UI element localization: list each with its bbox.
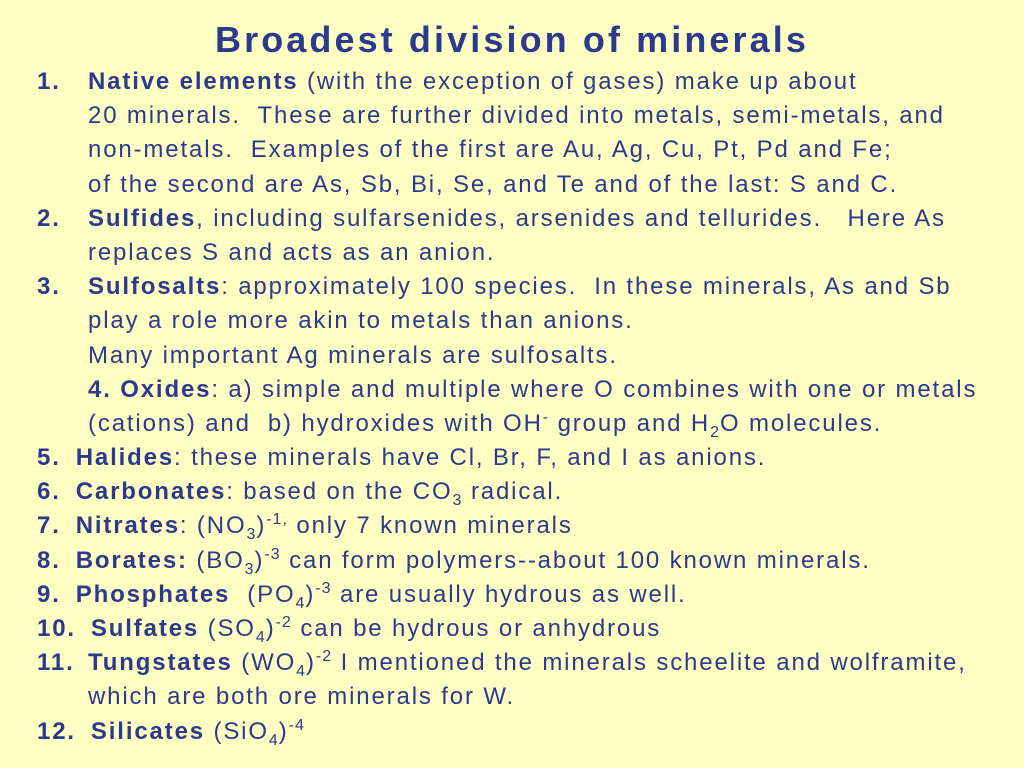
list-item-1	[0, 65, 1024, 99]
item-text: play a role more akin to metals than anions.	[88, 307, 634, 335]
item-number: 12.	[37, 717, 76, 745]
item-text: Many important Ag minerals are sulfosalts.	[88, 341, 618, 369]
item-text: (with the exception of gases) make up about	[298, 68, 858, 95]
item-number: 3.	[37, 273, 61, 301]
list-item-1-line-4	[0, 168, 1024, 202]
subscript: 2	[710, 423, 720, 441]
formula-close: )	[254, 546, 265, 574]
item-text: group and H	[549, 409, 711, 437]
list-item-4-line-2	[0, 407, 1024, 441]
superscript: -3	[264, 545, 281, 563]
list-item-6	[0, 475, 1024, 509]
list-item-12	[0, 715, 1024, 749]
item-text: (BO	[187, 546, 245, 574]
list-item-5	[0, 441, 1024, 475]
item-name: Sulfosalts	[88, 273, 222, 301]
mineral-division-list	[0, 65, 1024, 749]
item-text: can be hydrous or anhydrous	[291, 615, 662, 642]
superscript: -2	[275, 614, 292, 631]
item-text: (cations) and b) hydroxides with OH	[88, 409, 543, 437]
item-text: (SO	[199, 615, 256, 642]
item-number: 11.	[37, 649, 75, 677]
subscript: 3	[246, 526, 257, 544]
list-item-2-line-2	[0, 236, 1024, 270]
formula-close: )	[305, 580, 316, 608]
list-item-8	[0, 544, 1024, 578]
item-text: non-metals. Examples of the first are Au, Ag, Cu, Pt, Pd and Fe;	[88, 136, 893, 164]
item-name: Silicates	[90, 717, 205, 745]
subscript: 4	[268, 731, 279, 749]
item-name: Borates:	[75, 546, 188, 574]
item-text: of the second are As, Sb, Bi, Se, and Te and of the last: S and C.	[88, 170, 899, 198]
item-number: 1.	[37, 68, 61, 95]
list-item-3	[0, 270, 1024, 304]
formula-close: )	[265, 615, 276, 642]
item-number: 5.	[37, 444, 61, 472]
item-name: Carbonates	[75, 478, 227, 506]
item-text: replaces S and acts as an anion.	[88, 238, 496, 266]
list-item-11	[0, 646, 1024, 680]
list-item-3-line-3	[0, 339, 1024, 373]
list-item-4	[0, 373, 1024, 407]
list-item-1-line-3	[0, 133, 1024, 167]
item-number: 10.	[37, 615, 76, 642]
item-name: Oxides	[120, 375, 212, 403]
item-text: (WO	[232, 649, 297, 677]
slide-title: Broadest division of minerals	[214, 19, 810, 60]
superscript: -	[542, 408, 550, 426]
formula-close: )	[278, 717, 289, 745]
item-text: which are both ore minerals for W.	[88, 683, 516, 711]
superscript: -4	[288, 716, 305, 734]
subscript: 4	[295, 594, 306, 612]
item-text: , including sulfarsenides, arsenides and tellurides. Here As	[196, 204, 946, 232]
item-text: : based on the CO	[226, 478, 453, 506]
item-number: 6.	[37, 478, 61, 506]
item-text: can form polymers--about 100 known minerals.	[280, 546, 871, 574]
superscript: -2	[315, 648, 333, 666]
item-number: 4.	[88, 375, 112, 403]
subscript: 3	[244, 560, 255, 578]
subscript: 4	[255, 629, 266, 646]
formula-close: )	[306, 649, 316, 677]
item-number: 7.	[37, 512, 61, 540]
item-name: Tungstates	[88, 649, 233, 677]
superscript: -1,	[266, 511, 288, 529]
item-name: Sulfides	[88, 204, 197, 232]
item-text: : these minerals have Cl, Br, F, and I as anions.	[174, 444, 767, 472]
item-text: (PO	[230, 580, 296, 608]
item-text: : a) simple and multiple where O combines with one or metals	[211, 375, 978, 403]
list-item-2	[0, 202, 1024, 236]
item-text: 20 minerals. These are further divided into metals, semi-metals, and	[88, 102, 945, 130]
superscript: -3	[315, 579, 332, 597]
item-text: : (NO	[179, 512, 247, 540]
item-number: 8.	[37, 546, 61, 574]
item-text: only 7 known minerals	[287, 512, 573, 540]
item-number: 2.	[37, 204, 61, 232]
item-name: Native elements	[88, 68, 299, 95]
item-text: I mentioned the minerals scheelite and wolframite,	[332, 649, 967, 677]
list-item-7	[0, 509, 1024, 543]
item-text: O molecules.	[719, 409, 883, 437]
formula-close: )	[256, 512, 267, 540]
item-text: : approximately 100 species. In these minerals, As and Sb	[221, 273, 952, 301]
item-name: Phosphates	[75, 580, 231, 608]
item-number: 9.	[37, 580, 61, 608]
item-name: Sulfates	[90, 615, 200, 642]
item-name: Halides	[75, 444, 175, 472]
item-text: are usually hydrous as well.	[331, 580, 687, 608]
item-name: Nitrates	[75, 512, 180, 540]
item-text: (SiO	[204, 717, 269, 745]
item-text: radical.	[462, 478, 564, 506]
subscript: 4	[296, 663, 307, 681]
list-item-1-line-2	[0, 99, 1024, 133]
list-item-9	[0, 578, 1024, 612]
list-item-10	[0, 612, 1024, 646]
list-item-11-line-2	[0, 680, 1024, 714]
list-item-3-line-2	[0, 304, 1024, 338]
subscript: 3	[452, 492, 463, 510]
